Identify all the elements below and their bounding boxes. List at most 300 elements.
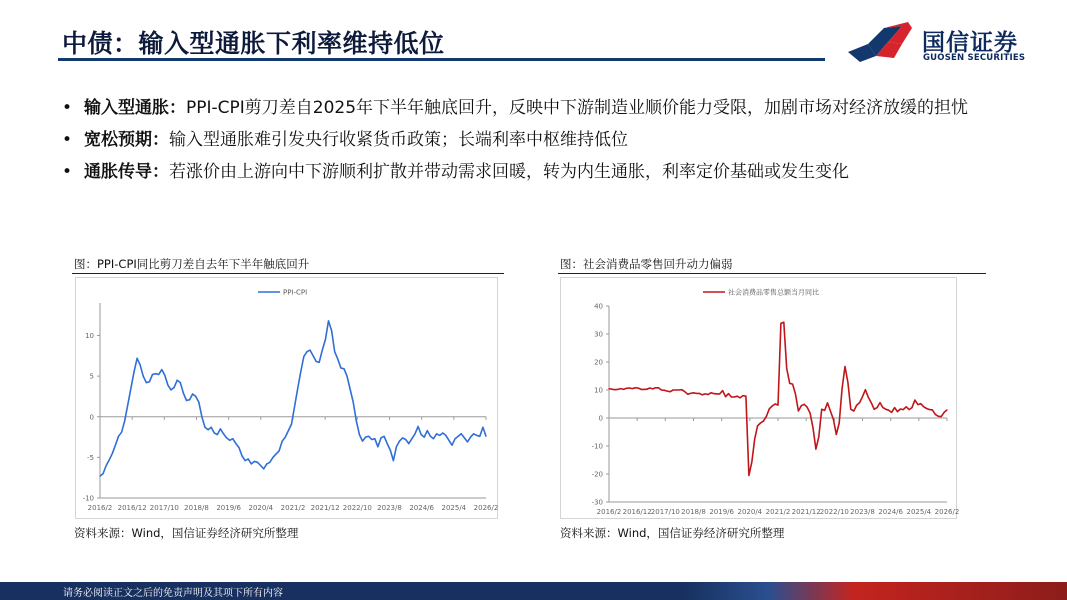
data-point bbox=[479, 436, 480, 437]
data-point bbox=[801, 405, 802, 406]
data-point bbox=[900, 408, 901, 409]
x-tick-label: 2026/2 bbox=[934, 508, 960, 516]
data-point bbox=[319, 362, 320, 363]
data-point bbox=[309, 350, 310, 351]
data-point bbox=[725, 396, 726, 397]
data-point bbox=[430, 436, 431, 437]
bullet-item bbox=[62, 96, 1007, 120]
data-point bbox=[810, 413, 811, 414]
data-point bbox=[754, 438, 755, 439]
data-point bbox=[405, 439, 406, 440]
data-point bbox=[772, 405, 773, 406]
y-tick-label: -10 bbox=[82, 494, 94, 503]
data-point bbox=[620, 388, 621, 389]
bullet-heading: 通胀传导： bbox=[84, 162, 169, 182]
data-point bbox=[766, 416, 767, 417]
data-point bbox=[789, 383, 790, 384]
x-tick-label: 2016/2 bbox=[596, 508, 622, 516]
data-point bbox=[211, 427, 212, 428]
data-point bbox=[208, 429, 209, 430]
data-point bbox=[322, 350, 323, 351]
data-point bbox=[856, 405, 857, 406]
data-point bbox=[112, 453, 113, 454]
data-point bbox=[421, 434, 422, 435]
data-point bbox=[611, 389, 612, 390]
data-point bbox=[272, 457, 273, 458]
data-point bbox=[180, 382, 181, 383]
x-tick-label: 2025/4 bbox=[906, 508, 932, 516]
data-point bbox=[408, 443, 409, 444]
data-point bbox=[384, 436, 385, 437]
data-point bbox=[269, 462, 270, 463]
data-point bbox=[121, 432, 122, 433]
data-point bbox=[702, 394, 703, 395]
data-point bbox=[158, 374, 159, 375]
data-point bbox=[217, 434, 218, 435]
data-point bbox=[745, 396, 746, 397]
data-point bbox=[646, 389, 647, 390]
data-point bbox=[914, 400, 915, 401]
figure-title-rule bbox=[558, 273, 986, 274]
data-point bbox=[195, 396, 196, 397]
data-point bbox=[938, 416, 939, 417]
data-point bbox=[427, 430, 428, 431]
figure-source: 资料来源：Wind，国信证券经济研究所整理 bbox=[74, 526, 299, 540]
data-point bbox=[473, 433, 474, 434]
data-point bbox=[106, 465, 107, 466]
data-point bbox=[359, 434, 360, 435]
data-point bbox=[661, 389, 662, 390]
data-point bbox=[748, 475, 749, 476]
y-tick-label: 10 bbox=[594, 386, 603, 395]
data-point bbox=[839, 422, 840, 423]
page-title: 中债：输入型通胀下利率维持低位 bbox=[62, 29, 445, 58]
data-point bbox=[103, 473, 104, 474]
data-point bbox=[626, 388, 627, 389]
bullet-dot-icon: • bbox=[62, 130, 73, 150]
data-point bbox=[387, 443, 388, 444]
data-point bbox=[337, 359, 338, 360]
data-point bbox=[204, 427, 205, 428]
data-point bbox=[109, 459, 110, 460]
x-tick-label: 2016/12 bbox=[117, 504, 147, 512]
data-point bbox=[350, 389, 351, 390]
data-point bbox=[885, 409, 886, 410]
data-point bbox=[830, 410, 831, 411]
data-point bbox=[226, 437, 227, 438]
bullet-text: 输入型通胀难引发央行收紧货币政策；长端利率中枢维持低位 bbox=[169, 130, 628, 150]
x-tick-label: 2022/10 bbox=[819, 508, 849, 516]
figure-title: 图：社会消费品零售回升动力偏弱 bbox=[560, 257, 733, 271]
x-tick-label: 2020/4 bbox=[248, 504, 274, 512]
x-tick-label: 2026/2 bbox=[473, 504, 499, 512]
x-tick-label: 2025/4 bbox=[441, 504, 467, 512]
data-point bbox=[667, 391, 668, 392]
legend-label: PPI-CPI bbox=[283, 288, 308, 297]
data-point bbox=[143, 376, 144, 377]
data-point bbox=[183, 393, 184, 394]
data-point bbox=[783, 322, 784, 323]
data-point bbox=[263, 468, 264, 469]
data-point bbox=[932, 409, 933, 410]
data-point bbox=[334, 351, 335, 352]
data-point bbox=[833, 419, 834, 420]
data-point bbox=[167, 385, 168, 386]
data-point bbox=[926, 408, 927, 409]
y-tick-label: 0 bbox=[89, 413, 94, 422]
data-point bbox=[118, 436, 119, 437]
data-point bbox=[306, 351, 307, 352]
data-point bbox=[164, 375, 165, 376]
data-point bbox=[812, 427, 813, 428]
data-point bbox=[836, 434, 837, 435]
data-point bbox=[140, 364, 141, 365]
data-point bbox=[850, 409, 851, 410]
footer-disclaimer: 请务必阅读正文之后的免责声明及其项下所有内容 bbox=[63, 588, 283, 599]
x-tick-label: 2018/8 bbox=[681, 508, 706, 516]
data-point bbox=[847, 382, 848, 383]
data-point bbox=[476, 435, 477, 436]
data-point bbox=[909, 409, 910, 410]
data-point bbox=[891, 412, 892, 413]
data-point bbox=[757, 425, 758, 426]
data-point bbox=[775, 403, 776, 404]
data-point bbox=[719, 393, 720, 394]
data-point bbox=[313, 355, 314, 356]
data-point bbox=[652, 388, 653, 389]
data-point bbox=[331, 330, 332, 331]
bullet-list bbox=[62, 96, 1007, 192]
data-point bbox=[853, 410, 854, 411]
data-point bbox=[722, 390, 723, 391]
data-point bbox=[288, 430, 289, 431]
data-point bbox=[649, 387, 650, 388]
data-point bbox=[804, 404, 805, 405]
data-point bbox=[325, 339, 326, 340]
data-point bbox=[467, 441, 468, 442]
data-point bbox=[641, 389, 642, 390]
data-point bbox=[941, 416, 942, 417]
x-tick-label: 2021/2 bbox=[765, 508, 791, 516]
x-tick-label: 2023/8 bbox=[377, 504, 402, 512]
data-point bbox=[792, 384, 793, 385]
data-point bbox=[455, 438, 456, 439]
data-point bbox=[186, 400, 187, 401]
legend-label: 社会消费品零售总额当月同比 bbox=[728, 288, 819, 297]
y-tick-label: -10 bbox=[591, 442, 603, 451]
data-point bbox=[699, 393, 700, 394]
bullet-dot-icon: • bbox=[62, 162, 73, 182]
data-point bbox=[696, 393, 697, 394]
data-point bbox=[716, 393, 717, 394]
data-point bbox=[201, 416, 202, 417]
data-point bbox=[844, 366, 845, 367]
data-point bbox=[670, 391, 671, 392]
bullet-heading: 输入型通胀： bbox=[84, 98, 186, 118]
data-point bbox=[393, 460, 394, 461]
data-point bbox=[888, 410, 889, 411]
data-point bbox=[220, 428, 221, 429]
data-point bbox=[297, 389, 298, 390]
data-point bbox=[399, 441, 400, 442]
data-point bbox=[946, 409, 947, 410]
data-point bbox=[882, 407, 883, 408]
data-point bbox=[821, 409, 822, 410]
x-tick-label: 2019/6 bbox=[709, 508, 734, 516]
data-point bbox=[170, 389, 171, 390]
data-point bbox=[282, 441, 283, 442]
data-point bbox=[177, 380, 178, 381]
bullet-item bbox=[62, 160, 1007, 184]
data-point bbox=[461, 433, 462, 434]
ppi-cpi-chart-svg bbox=[76, 278, 497, 518]
data-point bbox=[115, 445, 116, 446]
data-point bbox=[705, 393, 706, 394]
data-point bbox=[365, 437, 366, 438]
data-point bbox=[464, 437, 465, 438]
data-point bbox=[763, 421, 764, 422]
y-tick-label: 20 bbox=[594, 358, 603, 367]
data-point bbox=[371, 439, 372, 440]
data-point bbox=[303, 356, 304, 357]
data-point bbox=[152, 374, 153, 375]
figure-source: 资料来源：Wind，国信证券经济研究所整理 bbox=[560, 526, 785, 540]
data-point bbox=[871, 402, 872, 403]
data-point bbox=[906, 406, 907, 407]
bullet-text: PPI-CPI剪刀差自2025年下半年触底回升，反映中下游制造业顺价能力受限，加剧市场对经济放缓的担忧 bbox=[186, 98, 969, 118]
data-point bbox=[798, 410, 799, 411]
data-point bbox=[708, 394, 709, 395]
data-point bbox=[664, 390, 665, 391]
data-point bbox=[124, 420, 125, 421]
data-point bbox=[675, 389, 676, 390]
data-point bbox=[433, 438, 434, 439]
data-point bbox=[786, 368, 787, 369]
logo-english-name: GUOSEN SECURITIES bbox=[923, 53, 1026, 63]
data-point bbox=[687, 394, 688, 395]
x-tick-label: 2017/10 bbox=[149, 504, 179, 512]
data-point bbox=[402, 437, 403, 438]
data-point bbox=[734, 396, 735, 397]
y-tick-label: -20 bbox=[591, 470, 603, 479]
data-point bbox=[161, 369, 162, 370]
bullet-dot-icon: • bbox=[62, 98, 73, 118]
data-point bbox=[248, 458, 249, 459]
bullet-heading: 宽松预期： bbox=[84, 130, 169, 150]
data-point bbox=[655, 387, 656, 388]
data-point bbox=[137, 358, 138, 359]
data-point bbox=[155, 373, 156, 374]
x-tick-label: 2018/8 bbox=[184, 504, 209, 512]
x-tick-label: 2016/12 bbox=[622, 508, 652, 516]
data-point bbox=[827, 402, 828, 403]
data-point bbox=[439, 435, 440, 436]
data-point bbox=[751, 462, 752, 463]
y-tick-label: 5 bbox=[89, 372, 94, 381]
x-tick-label: 2021/12 bbox=[791, 508, 821, 516]
data-point bbox=[731, 396, 732, 397]
figure-title-rule bbox=[72, 273, 504, 274]
data-point bbox=[470, 437, 471, 438]
data-point bbox=[879, 402, 880, 403]
guosen-logo-icon bbox=[846, 22, 916, 66]
data-point bbox=[632, 388, 633, 389]
data-point bbox=[442, 432, 443, 433]
data-point bbox=[485, 436, 486, 437]
data-point bbox=[929, 409, 930, 410]
data-point bbox=[690, 393, 691, 394]
data-point bbox=[235, 443, 236, 444]
data-point bbox=[944, 412, 945, 413]
data-point bbox=[396, 446, 397, 447]
data-point bbox=[174, 387, 175, 388]
data-point bbox=[127, 404, 128, 405]
data-point bbox=[635, 387, 636, 388]
title-underline bbox=[58, 58, 825, 61]
data-point bbox=[346, 376, 347, 377]
x-tick-label: 2016/2 bbox=[87, 504, 113, 512]
data-point bbox=[294, 406, 295, 407]
data-point bbox=[777, 405, 778, 406]
data-point bbox=[451, 445, 452, 446]
data-point bbox=[380, 437, 381, 438]
x-tick-label: 2024/6 bbox=[409, 504, 434, 512]
x-tick-label: 2021/12 bbox=[310, 504, 340, 512]
data-point bbox=[390, 450, 391, 451]
data-point bbox=[920, 403, 921, 404]
data-point bbox=[99, 476, 100, 477]
data-point bbox=[842, 388, 843, 389]
data-point bbox=[818, 436, 819, 437]
data-point bbox=[445, 435, 446, 436]
data-point bbox=[149, 381, 150, 382]
data-point bbox=[133, 372, 134, 373]
y-tick-label: 0 bbox=[598, 414, 603, 423]
data-point bbox=[877, 407, 878, 408]
data-point bbox=[638, 387, 639, 388]
data-point bbox=[482, 427, 483, 428]
data-point bbox=[458, 436, 459, 437]
data-point bbox=[291, 424, 292, 425]
data-point bbox=[189, 399, 190, 400]
data-point bbox=[241, 455, 242, 456]
data-point bbox=[681, 389, 682, 390]
data-point bbox=[198, 402, 199, 403]
data-point bbox=[658, 387, 659, 388]
data-point bbox=[266, 463, 267, 464]
logo-chinese-name: 国信证券 bbox=[922, 30, 1018, 56]
data-point bbox=[192, 393, 193, 394]
data-point bbox=[742, 395, 743, 396]
footer-bar bbox=[0, 582, 1067, 600]
data-point bbox=[865, 389, 866, 390]
data-point bbox=[260, 465, 261, 466]
series-line bbox=[100, 321, 486, 476]
data-point bbox=[614, 389, 615, 390]
data-point bbox=[629, 387, 630, 388]
data-point bbox=[254, 461, 255, 462]
data-point bbox=[146, 382, 147, 383]
data-point bbox=[623, 389, 624, 390]
data-point bbox=[130, 388, 131, 389]
data-point bbox=[436, 433, 437, 434]
data-point bbox=[418, 426, 419, 427]
data-point bbox=[214, 432, 215, 433]
data-point bbox=[617, 389, 618, 390]
data-point bbox=[868, 397, 869, 398]
bullet-item bbox=[62, 128, 1007, 152]
data-point bbox=[245, 460, 246, 461]
x-tick-label: 2024/6 bbox=[878, 508, 903, 516]
data-point bbox=[643, 389, 644, 390]
data-point bbox=[894, 407, 895, 408]
x-tick-label: 2023/8 bbox=[850, 508, 875, 516]
data-point bbox=[673, 389, 674, 390]
data-point bbox=[815, 449, 816, 450]
data-point bbox=[229, 440, 230, 441]
x-tick-label: 2020/4 bbox=[737, 508, 763, 516]
data-point bbox=[684, 391, 685, 392]
x-tick-label: 2022/10 bbox=[342, 504, 372, 512]
retail-sales-chart bbox=[560, 277, 960, 519]
data-point bbox=[223, 433, 224, 434]
data-point bbox=[414, 433, 415, 434]
data-point bbox=[693, 392, 694, 393]
data-point bbox=[279, 450, 280, 451]
x-tick-label: 2017/10 bbox=[650, 508, 680, 516]
y-tick-label: 40 bbox=[594, 302, 603, 311]
data-point bbox=[795, 394, 796, 395]
data-point bbox=[780, 323, 781, 324]
data-point bbox=[807, 407, 808, 408]
data-point bbox=[737, 396, 738, 397]
data-point bbox=[353, 402, 354, 403]
data-point bbox=[728, 393, 729, 394]
data-point bbox=[411, 438, 412, 439]
company-logo bbox=[846, 22, 1026, 66]
retail-sales-chart-svg bbox=[561, 278, 960, 518]
data-point bbox=[710, 392, 711, 393]
data-point bbox=[923, 406, 924, 407]
data-point bbox=[251, 463, 252, 464]
x-tick-label: 2019/6 bbox=[216, 504, 241, 512]
data-point bbox=[356, 420, 357, 421]
data-point bbox=[608, 388, 609, 389]
series-line bbox=[609, 322, 947, 475]
y-tick-label: 10 bbox=[85, 332, 94, 340]
data-point bbox=[424, 437, 425, 438]
data-point bbox=[343, 368, 344, 369]
data-point bbox=[862, 396, 863, 397]
data-point bbox=[340, 367, 341, 368]
data-point bbox=[874, 409, 875, 410]
data-point bbox=[362, 441, 363, 442]
data-point bbox=[769, 408, 770, 409]
data-point bbox=[859, 402, 860, 403]
data-point bbox=[903, 409, 904, 410]
data-point bbox=[740, 397, 741, 398]
data-point bbox=[368, 436, 369, 437]
data-point bbox=[328, 320, 329, 321]
x-tick-label: 2021/2 bbox=[280, 504, 306, 512]
data-point bbox=[911, 407, 912, 408]
data-point bbox=[935, 414, 936, 415]
data-point bbox=[285, 437, 286, 438]
data-point bbox=[377, 446, 378, 447]
y-tick-label: -5 bbox=[87, 453, 94, 462]
data-point bbox=[257, 462, 258, 463]
data-point bbox=[713, 393, 714, 394]
